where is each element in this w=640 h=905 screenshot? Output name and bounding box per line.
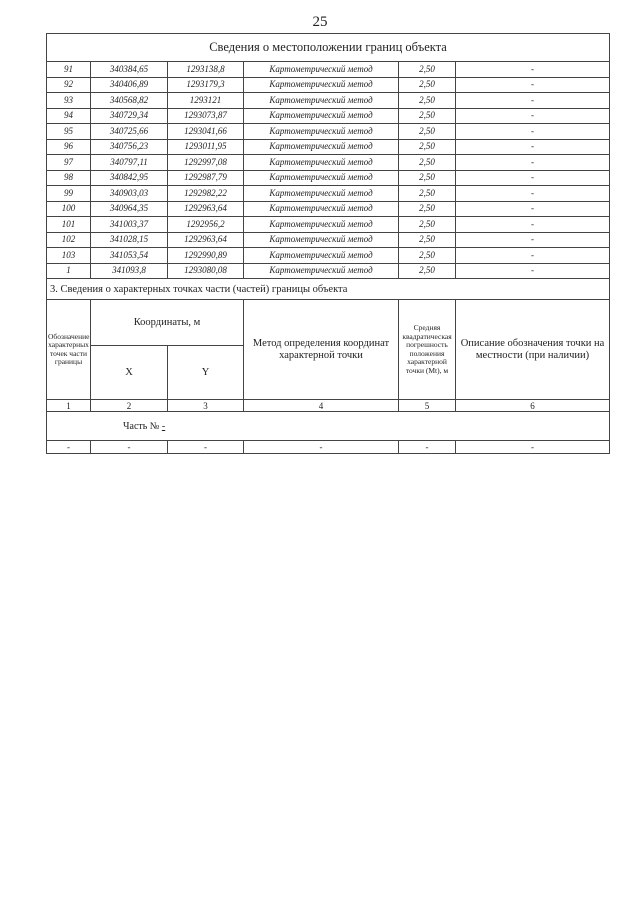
- header-accuracy: Средняя квадратическая погрешность положения характерной точки (Mt), м: [399, 300, 456, 400]
- y-coordinate-cell: 1292997,08: [168, 155, 244, 171]
- accuracy-cell: 2,50: [399, 263, 456, 279]
- description-cell: -: [456, 186, 610, 202]
- description-cell: -: [456, 170, 610, 186]
- column-number: 6: [456, 400, 610, 412]
- point-number-cell: 99: [47, 186, 91, 202]
- table-title-row: [47, 34, 610, 62]
- y-coordinate-cell: 1292963,64: [168, 201, 244, 217]
- page-number: 25: [312, 14, 328, 30]
- table-row: [47, 201, 610, 217]
- accuracy-cell: 2,50: [399, 139, 456, 155]
- header-description: Описание обозначения точки на местности (при наличии): [456, 300, 610, 400]
- table-row: [47, 217, 610, 233]
- method-cell: Картометрический метод: [244, 248, 399, 264]
- point-number-cell: 96: [47, 139, 91, 155]
- method-cell: Картометрический метод: [244, 77, 399, 93]
- method-cell: Картометрический метод: [244, 155, 399, 171]
- table-row: [47, 124, 610, 140]
- y-coordinate-cell: 1292956,2: [168, 217, 244, 233]
- accuracy-cell: 2,50: [399, 170, 456, 186]
- point-number-cell: 94: [47, 108, 91, 124]
- accuracy-cell: 2,50: [399, 108, 456, 124]
- boundary-table: [46, 33, 610, 454]
- method-cell: Картометрический метод: [244, 124, 399, 140]
- x-coordinate-cell: 340964,35: [91, 201, 168, 217]
- description-cell: -: [456, 263, 610, 279]
- accuracy-cell: 2,50: [399, 93, 456, 109]
- empty-cell: -: [456, 441, 610, 454]
- part-cell: [47, 412, 610, 441]
- empty-cell: -: [399, 441, 456, 454]
- x-coordinate-cell: 340384,65: [91, 62, 168, 78]
- x-coordinate-cell: 340842,95: [91, 170, 168, 186]
- y-coordinate-cell: 1293080,08: [168, 263, 244, 279]
- table-row: [47, 263, 610, 279]
- method-cell: Картометрический метод: [244, 93, 399, 109]
- header-coordinates: Координаты, м: [91, 300, 244, 346]
- accuracy-cell: 2,50: [399, 248, 456, 264]
- y-coordinate-cell: 1293138,8: [168, 62, 244, 78]
- x-coordinate-cell: 341003,37: [91, 217, 168, 233]
- column-numbers-row: [47, 400, 610, 412]
- description-cell: -: [456, 62, 610, 78]
- method-cell: Картометрический метод: [244, 108, 399, 124]
- empty-cell: -: [244, 441, 399, 454]
- y-coordinate-cell: 1292982,22: [168, 186, 244, 202]
- accuracy-cell: 2,50: [399, 77, 456, 93]
- x-coordinate-cell: 340903,03: [91, 186, 168, 202]
- description-cell: -: [456, 232, 610, 248]
- part-label: Часть №: [123, 420, 160, 432]
- column-number: 1: [47, 400, 91, 412]
- accuracy-cell: 2,50: [399, 201, 456, 217]
- y-coordinate-cell: 1293041,66: [168, 124, 244, 140]
- accuracy-cell: 2,50: [399, 124, 456, 140]
- x-coordinate-cell: 340797,11: [91, 155, 168, 171]
- x-coordinate-cell: 340406,89: [91, 77, 168, 93]
- description-cell: -: [456, 155, 610, 171]
- point-number-cell: 1: [47, 263, 91, 279]
- method-cell: Картометрический метод: [244, 201, 399, 217]
- table-row: [47, 155, 610, 171]
- description-cell: -: [456, 93, 610, 109]
- x-coordinate-cell: 340729,34: [91, 108, 168, 124]
- method-cell: Картометрический метод: [244, 170, 399, 186]
- header-row-top: [47, 300, 610, 346]
- x-coordinate-cell: 341093,8: [91, 263, 168, 279]
- point-number-cell: 95: [47, 124, 91, 140]
- part-value: -: [161, 420, 166, 432]
- table-row: [47, 139, 610, 155]
- description-cell: -: [456, 77, 610, 93]
- method-cell: Картометрический метод: [244, 139, 399, 155]
- description-cell: -: [456, 201, 610, 217]
- method-cell: Картометрический метод: [244, 62, 399, 78]
- table-row: [47, 248, 610, 264]
- accuracy-cell: 2,50: [399, 155, 456, 171]
- column-number: 3: [168, 400, 244, 412]
- table-row: [47, 77, 610, 93]
- x-coordinate-cell: 340756,23: [91, 139, 168, 155]
- point-number-cell: 101: [47, 217, 91, 233]
- x-coordinate-cell: 340725,66: [91, 124, 168, 140]
- accuracy-cell: 2,50: [399, 217, 456, 233]
- accuracy-cell: 2,50: [399, 62, 456, 78]
- point-number-cell: 100: [47, 201, 91, 217]
- empty-cell: -: [168, 441, 244, 454]
- method-cell: Картометрический метод: [244, 232, 399, 248]
- x-coordinate-cell: 341053,54: [91, 248, 168, 264]
- method-cell: Картометрический метод: [244, 263, 399, 279]
- description-cell: -: [456, 139, 610, 155]
- header-method: Метод определения координат характерной точки: [244, 300, 399, 400]
- point-number-cell: 92: [47, 77, 91, 93]
- table-row: [47, 62, 610, 78]
- table-row: [47, 186, 610, 202]
- section-3-title: 3. Сведения о характерных точках части (частей) границы объекта: [47, 279, 610, 300]
- y-coordinate-cell: 1292963,64: [168, 232, 244, 248]
- header-point-designation: Обозначение характерных точек части границы: [47, 300, 91, 400]
- description-cell: -: [456, 217, 610, 233]
- table-row: [47, 108, 610, 124]
- point-number-cell: 97: [47, 155, 91, 171]
- header-x: X: [91, 346, 168, 400]
- point-number-cell: 102: [47, 232, 91, 248]
- table-row: [47, 232, 610, 248]
- empty-cell: -: [91, 441, 168, 454]
- empty-part-row: [47, 441, 610, 454]
- table-row: [47, 170, 610, 186]
- point-number-cell: 98: [47, 170, 91, 186]
- y-coordinate-cell: 1292990,89: [168, 248, 244, 264]
- empty-cell: -: [47, 441, 91, 454]
- accuracy-cell: 2,50: [399, 186, 456, 202]
- column-number: 4: [244, 400, 399, 412]
- point-number-cell: 93: [47, 93, 91, 109]
- x-coordinate-cell: 340568,82: [91, 93, 168, 109]
- point-number-cell: 91: [47, 62, 91, 78]
- method-cell: Картометрический метод: [244, 217, 399, 233]
- y-coordinate-cell: 1293121: [168, 93, 244, 109]
- column-number: 5: [399, 400, 456, 412]
- section-3-row: [47, 279, 610, 300]
- description-cell: -: [456, 108, 610, 124]
- column-number: 2: [91, 400, 168, 412]
- method-cell: Картометрический метод: [244, 186, 399, 202]
- description-cell: -: [456, 124, 610, 140]
- table-row: [47, 93, 610, 109]
- boundary-table-wrapper: [46, 33, 609, 454]
- point-number-cell: 103: [47, 248, 91, 264]
- table-title: Сведения о местоположении границ объекта: [47, 34, 610, 62]
- y-coordinate-cell: 1293011,95: [168, 139, 244, 155]
- y-coordinate-cell: 1293073,87: [168, 108, 244, 124]
- accuracy-cell: 2,50: [399, 232, 456, 248]
- y-coordinate-cell: 1292987,79: [168, 170, 244, 186]
- x-coordinate-cell: 341028,15: [91, 232, 168, 248]
- part-row: [47, 412, 610, 441]
- header-y: Y: [168, 346, 244, 400]
- description-cell: -: [456, 248, 610, 264]
- y-coordinate-cell: 1293179,3: [168, 77, 244, 93]
